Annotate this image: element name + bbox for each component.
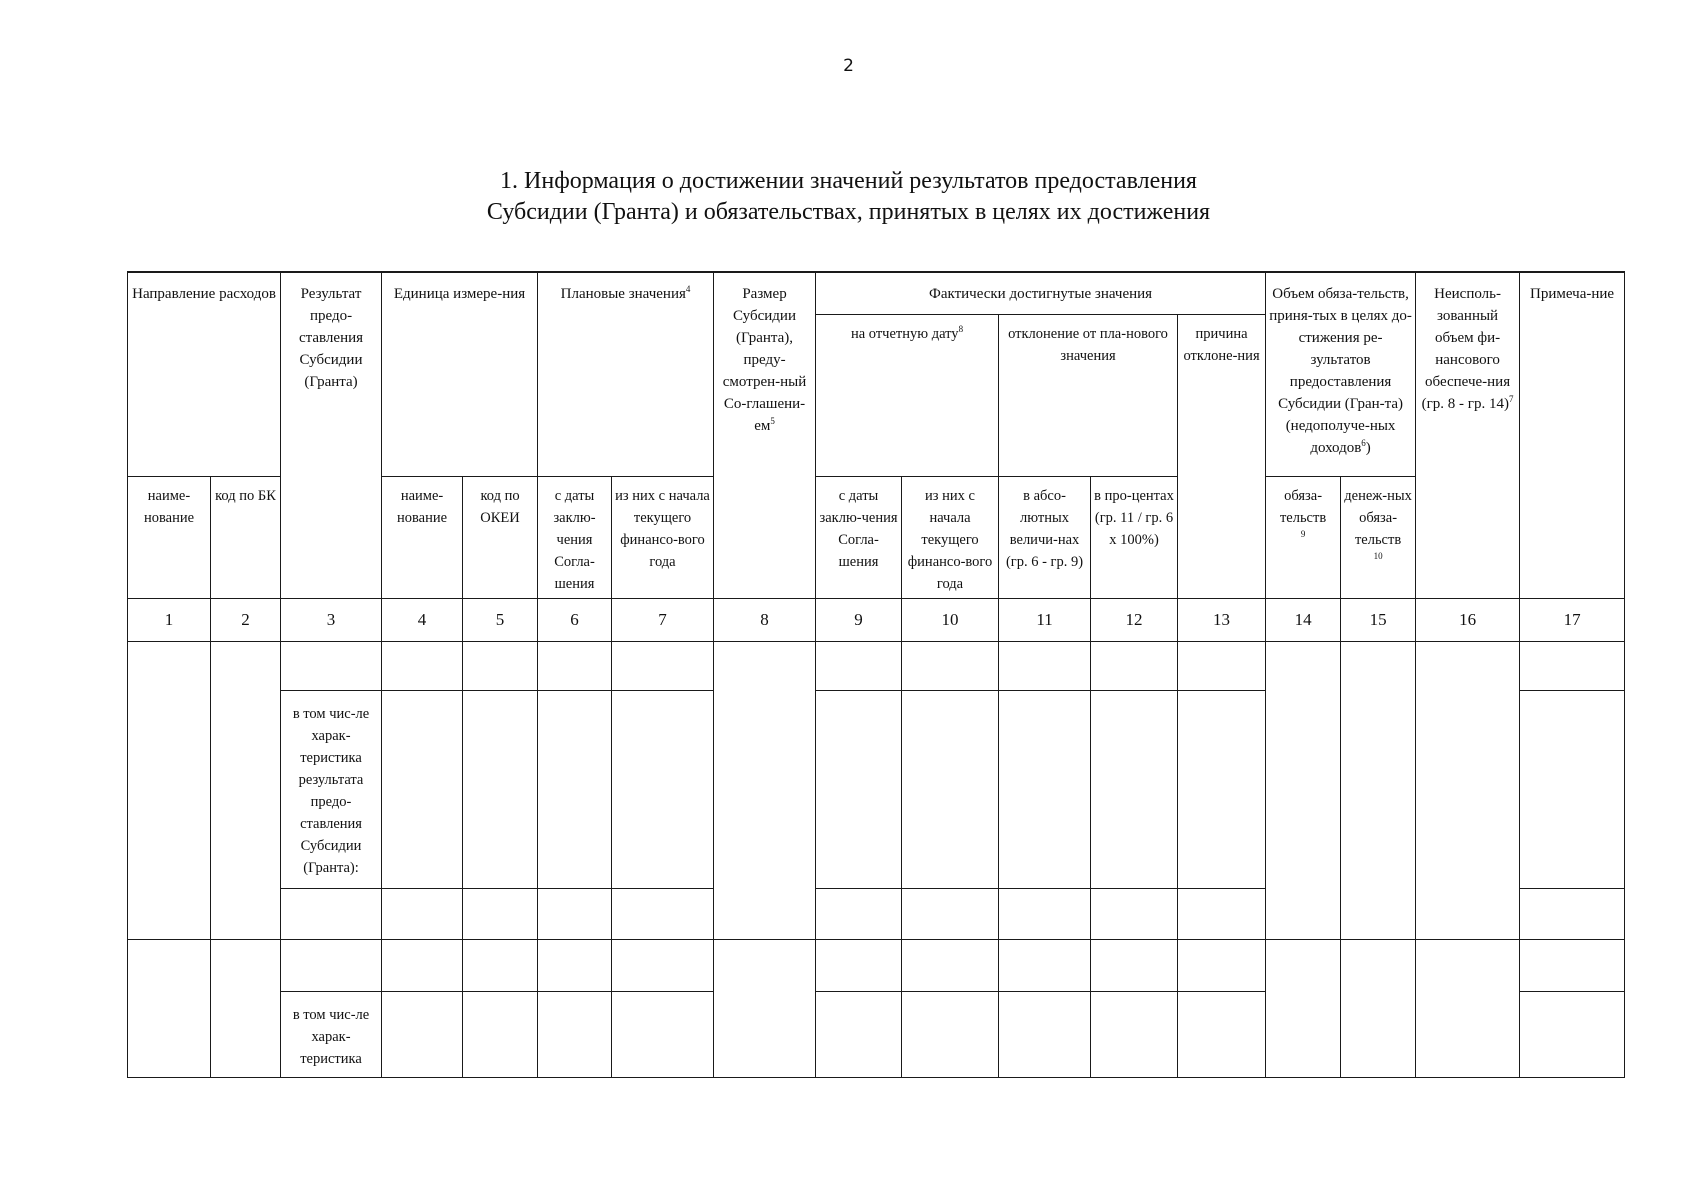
footnote-mark: 10	[1373, 550, 1383, 561]
empty-cell	[1091, 641, 1178, 690]
empty-cell	[382, 690, 463, 888]
column-number: 14	[1266, 598, 1341, 641]
empty-cell	[538, 888, 612, 939]
section-title-line-1: 1. Информация о достижении значений результатов предоставления	[500, 168, 1197, 194]
column-number: 17	[1520, 598, 1625, 641]
empty-cell	[463, 939, 538, 991]
footnote-mark: 7	[1508, 394, 1514, 404]
empty-cell	[281, 939, 382, 991]
empty-cell	[1520, 939, 1625, 991]
results-table	[127, 271, 1625, 1078]
header-plan-current-year: из них с начала текущего финансо-вого года	[612, 476, 714, 598]
empty-cell	[902, 690, 999, 888]
footnote-mark: 9	[1300, 528, 1306, 539]
empty-cell	[211, 939, 281, 1077]
empty-cell	[382, 888, 463, 939]
column-number: 15	[1341, 598, 1416, 641]
empty-cell	[714, 641, 816, 939]
empty-cell	[612, 690, 714, 888]
empty-cell	[1520, 690, 1625, 888]
column-number: 16	[1416, 598, 1520, 641]
header-obligations-main	[1266, 476, 1341, 598]
header-unit: Единица измере-ния	[382, 272, 538, 476]
column-number: 1	[128, 598, 211, 641]
empty-cell	[1416, 641, 1520, 939]
empty-cell	[612, 641, 714, 690]
empty-cell	[1520, 991, 1625, 1077]
header-note: Примеча-ние	[1520, 272, 1625, 598]
table-row	[128, 641, 1625, 690]
header-unit-name: наиме-нование	[382, 476, 463, 598]
empty-cell	[999, 690, 1091, 888]
header-obligations-main-text: обяза-тельств	[1279, 487, 1327, 526]
header-actual: Фактически достигнутые значения	[816, 272, 1266, 314]
header-unused	[1416, 272, 1520, 598]
column-number: 6	[538, 598, 612, 641]
empty-cell	[612, 939, 714, 991]
empty-cell	[1178, 888, 1266, 939]
empty-cell	[538, 991, 612, 1077]
empty-cell	[463, 888, 538, 939]
header-direction: Направление расходов	[128, 272, 281, 476]
empty-cell	[714, 939, 816, 1077]
header-reason: причина отклоне-ния	[1178, 314, 1266, 598]
empty-cell	[1091, 991, 1178, 1077]
column-numbers-row	[128, 598, 1625, 641]
empty-cell	[999, 939, 1091, 991]
header-plan	[538, 272, 714, 476]
section-title	[0, 166, 1697, 228]
empty-cell	[382, 641, 463, 690]
header-plan-text: Плановые значения	[560, 286, 686, 302]
empty-cell	[1091, 939, 1178, 991]
empty-cell	[1341, 939, 1416, 1077]
header-obligations-text: Объем обяза-тельств, приня-тых в целях до-стижения ре-зультатов предоставления Субсидии (Гран-та) (недополуче-ных доходов	[1269, 286, 1412, 456]
header-obligations-close: )	[1365, 440, 1371, 456]
empty-cell	[1266, 939, 1341, 1077]
empty-cell	[128, 641, 211, 939]
empty-cell	[538, 939, 612, 991]
empty-cell	[1341, 641, 1416, 939]
header-actual-current-year: из них с начала текущего финансо-вого года	[902, 476, 999, 598]
column-number: 3	[281, 598, 382, 641]
header-obligations-money-text: денеж-ных обяза-тельств	[1344, 487, 1412, 548]
column-number: 5	[463, 598, 538, 641]
empty-cell	[1416, 939, 1520, 1077]
characteristic-label: в том чис-ле харак-теристика результата предо-ставления Субсидии (Гранта):	[281, 690, 382, 888]
empty-cell	[281, 641, 382, 690]
header-unused-text: Неисполь-зованный объем фи-нансового обеспече-ния (гр. 8 - гр. 14)	[1421, 286, 1511, 412]
empty-cell	[816, 888, 902, 939]
empty-cell	[1178, 641, 1266, 690]
empty-cell	[999, 991, 1091, 1077]
empty-cell	[382, 991, 463, 1077]
characteristic-label: в том чис-ле харак-теристика	[281, 991, 382, 1077]
page-number: 2	[843, 56, 854, 76]
column-number: 13	[1178, 598, 1266, 641]
empty-cell	[612, 991, 714, 1077]
empty-cell	[999, 888, 1091, 939]
empty-cell	[463, 641, 538, 690]
empty-cell	[999, 641, 1091, 690]
header-size	[714, 272, 816, 598]
header-deviation-pct: в про-центах (гр. 11 / гр. 6 x 100%)	[1091, 476, 1178, 598]
footnote-mark: 8	[958, 323, 964, 334]
empty-cell	[538, 641, 612, 690]
empty-cell	[463, 690, 538, 888]
header-reporting-date	[816, 314, 999, 476]
empty-cell	[902, 888, 999, 939]
empty-cell	[1091, 888, 1178, 939]
header-direction-code: код по БК	[211, 476, 281, 598]
empty-cell	[538, 690, 612, 888]
header-direction-name: наиме-нование	[128, 476, 211, 598]
column-number: 7	[612, 598, 714, 641]
header-obligations-money	[1341, 476, 1416, 598]
table-row	[128, 939, 1625, 991]
empty-cell	[1520, 888, 1625, 939]
section-title-line-2: Субсидии (Гранта) и обязательствах, принятых в целях их достижения	[486, 199, 1211, 225]
empty-cell	[211, 641, 281, 939]
empty-cell	[816, 690, 902, 888]
column-number: 2	[211, 598, 281, 641]
empty-cell	[612, 888, 714, 939]
header-actual-from-agreement: с даты заклю-чения Согла-шения	[816, 476, 902, 598]
header-unit-code: код по ОКЕИ	[463, 476, 538, 598]
empty-cell	[1266, 641, 1341, 939]
empty-cell	[463, 991, 538, 1077]
empty-cell	[816, 991, 902, 1077]
column-number: 9	[816, 598, 902, 641]
header-obligations	[1266, 272, 1416, 476]
empty-cell	[1091, 690, 1178, 888]
empty-cell	[816, 939, 902, 991]
footnote-mark: 5	[770, 416, 775, 426]
empty-cell	[1178, 690, 1266, 888]
empty-cell	[128, 939, 211, 1077]
empty-cell	[1520, 641, 1625, 690]
header-size-text: Размер Субсидии (Гранта), преду-смотрен-ный Со-глашени-ем	[722, 286, 807, 434]
header-plan-from-agreement: с даты заклю-чения Согла-шения	[538, 476, 612, 598]
header-result: Результат предо-ставления Субсидии (Гранта)	[281, 272, 382, 598]
header-deviation-abs: в абсо-лютных величи-нах (гр. 6 - гр. 9)	[999, 476, 1091, 598]
header-reporting-date-text: на отчетную дату	[850, 325, 959, 342]
empty-cell	[1178, 939, 1266, 991]
column-number: 10	[902, 598, 999, 641]
header-deviation: отклонение от пла-нового значения	[999, 314, 1178, 476]
column-number: 8	[714, 598, 816, 641]
empty-cell	[1178, 991, 1266, 1077]
column-number: 4	[382, 598, 463, 641]
footnote-mark: 4	[685, 284, 691, 294]
column-number: 12	[1091, 598, 1178, 641]
empty-cell	[816, 641, 902, 690]
empty-cell	[281, 888, 382, 939]
column-number: 11	[999, 598, 1091, 641]
footnote-mark: 6	[1361, 438, 1366, 448]
empty-cell	[902, 939, 999, 991]
empty-cell	[902, 991, 999, 1077]
empty-cell	[902, 641, 999, 690]
empty-cell	[382, 939, 463, 991]
